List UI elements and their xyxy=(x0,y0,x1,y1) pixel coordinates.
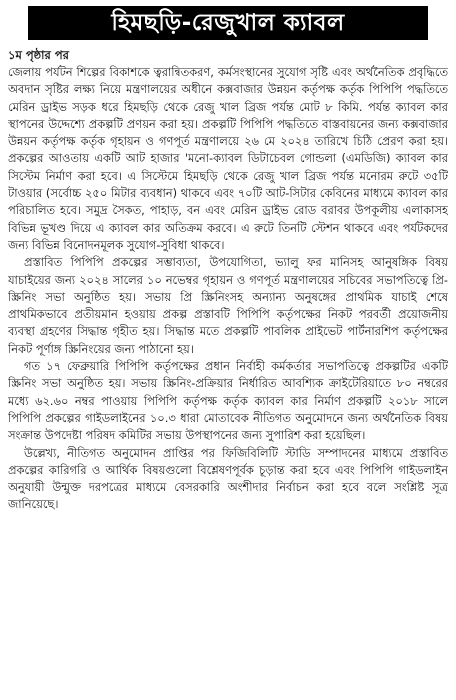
article-paragraph: জেলায় পর্যটন শিল্পের বিকাশকে ত্বরান্বিতকরণ, কর্মসংস্থানের সুযোগ সৃষ্টি এবং অর্থনৈতিক প্রবৃদ্ধিতে অবদান সৃষ্টির লক্ষ্য নিয়ে মন্ত্রণালয়ের অধীনে কক্সবাজার উন্নয়ন কর্তৃপক্ষ কর্তৃক পিপিপি পদ্ধতিতে মেরিন ড্রাইভ সড়ক ধরে হিমছড়ি থেকে রেজু খাল ব্রিজ পর্যন্ত মোট ৮ কিমি. পর্যন্ত ক্যাবল কার স্থাপনের উদ্দেশ্যে প্রকল্পটি প্রণয়ন করা হয়। প্রকল্পটি পিপিপি পদ্ধতিতে বাস্তবায়নের জন্য কক্সবাজার উন্নয়ন কর্তৃপক্ষ কর্তৃক গৃহায়ন ও গণপূর্ত মন্ত্রণালয়ে ২৬ মে ২০২৪ তারিখে চিঠি প্রেরণ করা হয়। প্রকল্পের আওতায় একটি আট হাজার 'মনো-ক্যাবল ডিটাচেবল গোন্ডলা (এমডিজি) ক্যাবল কার সিস্টেম নির্মাণ করা হবে। এ সিস্টেমে হিমছড়ি থেকে রেজু খাল ব্রিজ পর্যন্ত মনোরম রুটে ৩৫টি টাওয়ার (সর্বোচ্চ ২৫০ মিটার ব্যবধান) থাকবে এবং ৭০টি আট-সিটার কেবিনের মাধ্যমে ক্যাবল কার পরিচালিত হবে। সমুদ্র সৈকত, পাহাড়, বন এবং মেরিন ড্রাইভ রোড বরাবর উপকূলীয় এলাকাসহ বিভিন্ন ভূখণ্ড দিয়ে এ ক্যাবল কার অতিক্রম করবে। এ রুটে তিনটি স্টেশন থাকবে এবং পর্যটকদের জন্য বিভিন্ন বিনোদনমূলক সুযোগ-সুবিধা থাকবে। xyxy=(8,65,448,252)
article-paragraph: প্রস্তাবিত পিপিপি প্রকল্পের সম্ভাব্যতা, উপযোগিতা, ভ্যালু ফর মানিসহ আনুষঙ্গিক বিষয় যাচাইয়ের জন্য ২০২৪ সালের ১০ নভেম্বর গৃহায়ন ও গণপূর্ত মন্ত্রণালয়ের সচিবের সভাপতিত্বে প্রি-স্ক্রিনিং সভা অনুষ্ঠিত হয়। সভায় প্রি স্ক্রিনিংসহ অন্যান্য অনুষঙ্গের প্রাথমিক যাচাই শেষে প্রাথমিকভাবে প্রতীয়মান হওয়ায় প্রকল্প প্রস্তাবটি পিপিপি কর্তৃপক্ষের নিকট পরবর্তী প্রয়োজনীয় ব্যবস্থা গ্রহণের সিদ্ধান্ত গৃহীত হয়। সিদ্ধান্ত মতে প্রকল্পটি পাবলিক প্রাইভেট পার্টনারশিপ কর্তৃপক্ষের নিকট পূর্ণাঙ্গ স্ক্রিনিংয়ের জন্য পাঠানো হয়। xyxy=(8,255,448,356)
article-paragraph: গত ১৭ ফেব্রুয়ারি পিপিপি কর্তৃপক্ষের প্রধান নির্বাহী কর্মকর্তার সভাপতিত্বে প্রকল্পটির একটি স্ক্রিনিং সভা অনুষ্ঠিত হয়। সভায় স্ক্রিনিং-প্রক্রিয়ার নির্ধারিত আবশ্যিক ক্রাইটেরিয়াতে ৮০ নম্বরের মধ্যে ৬২.৬০ নম্বর পাওয়ায় পিপিপি কর্তৃপক্ষ কর্তৃক ক্যাবল কার নির্মাণ প্রকল্পটি ২০১৮ সালে পিপিপি প্রকল্পের গাইডলাইনের ১০.৩ ধারা মোতাবেক নীতিগত অনুমোদনে জন্য অর্থনৈতিক বিষয় সংক্রান্ত উপদেষ্টা পরিষদ কমিটির সভায় উপস্থাপনের জন্য সুপারিশ করা হয়েছিল। xyxy=(8,359,448,443)
article-body xyxy=(8,64,448,698)
continued-from-label: ১ম পৃষ্ঠার পর xyxy=(8,48,69,62)
article-paragraph: উল্লেখ্য, নীতিগত অনুমোদন প্রাপ্তির পর ফিজিবিলিটি স্টাডি সম্পাদনের মাধ্যমে প্রস্তাবিত প্রকল্পের কারিগরি ও আর্থিক বিষয়গুলো বিশ্লেষণপূর্বক চূড়ান্ত করা হবে এবং পিপিপি গাইডলাইন অনুযায়ী উন্মুক্ত দরপত্রের মাধ্যমে বেসরকারি অংশীদার নির্বাচন করা হবে বলে সংশ্লিষ্ট সূত্র জানিয়েছে। xyxy=(8,445,448,512)
article-headline: হিমছড়ি-রেজুখাল ক্যাবল xyxy=(28,6,428,40)
